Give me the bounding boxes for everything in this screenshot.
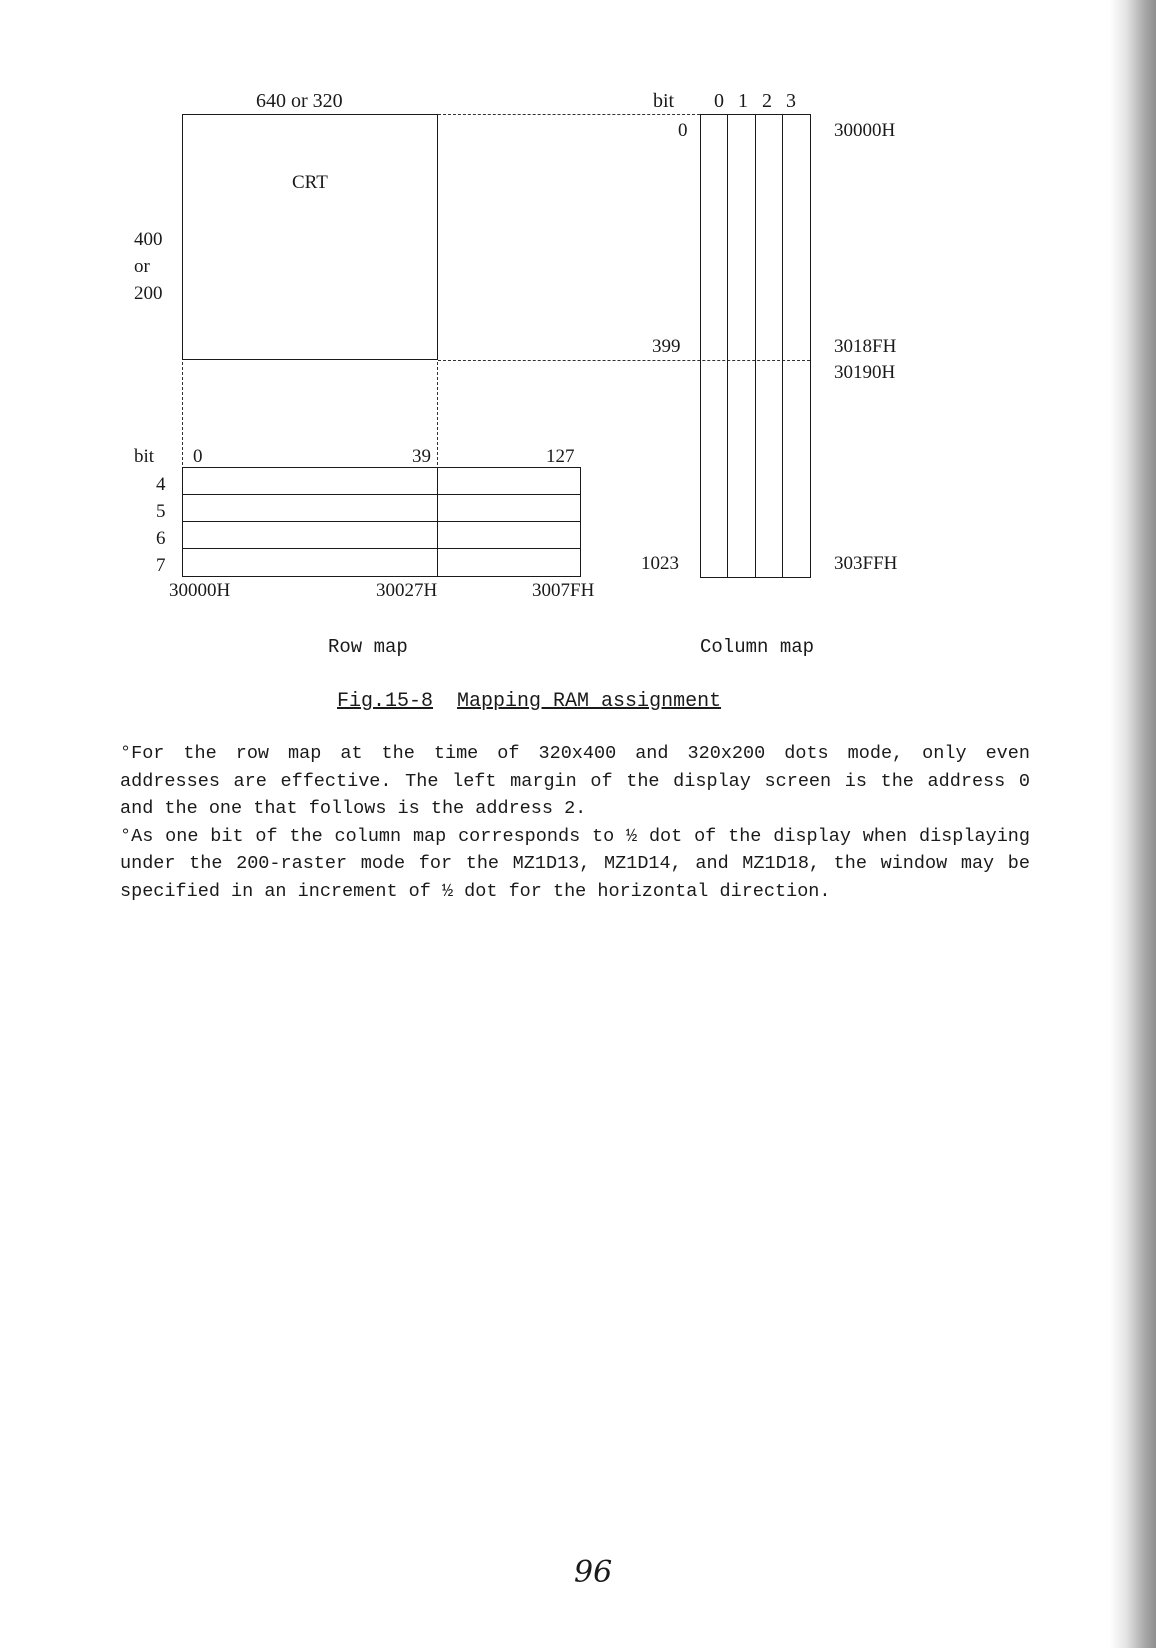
crt-height-label-or: or — [134, 256, 150, 277]
row-map-addr-end: 3007FH — [532, 580, 595, 601]
page-edge-shadow — [1110, 0, 1156, 1648]
note-row-map-even-addresses: °For the row map at the time of 320x400 and 320x200 dots mode, only even addresses are effective. The left margin of the display screen is the address 0 and the one that follows is the address 2. — [120, 743, 1030, 819]
dashed-top-connector — [438, 114, 700, 115]
figure-caption — [337, 690, 721, 713]
column-map-addr-400: 30190H — [834, 362, 896, 383]
dashed-right-drop — [437, 362, 438, 470]
column-map-bit-label: bit — [653, 90, 675, 112]
dashed-left-drop — [182, 362, 183, 470]
column-map-bit-3: 3 — [786, 90, 796, 112]
row-map-bit-7: 7 — [156, 555, 166, 576]
column-map-bit-2: 2 — [762, 90, 772, 112]
column-map-row-399: 399 — [652, 336, 681, 357]
column-map-row-0: 0 — [678, 120, 688, 141]
caption-title: Mapping RAM assignment — [457, 690, 722, 713]
crt-screen-box — [182, 114, 438, 360]
row-map-bit-5: 5 — [156, 501, 166, 522]
crt-label: CRT — [292, 172, 328, 193]
row-map-line-2 — [182, 521, 581, 522]
column-map-row-1023: 1023 — [641, 553, 679, 574]
crt-width-label: 640 or 320 — [256, 90, 343, 112]
column-map-title: Column map — [700, 636, 815, 658]
caption-prefix: Fig.15-8 — [337, 690, 434, 713]
column-map-bit-0: 0 — [714, 90, 724, 112]
row-map-col-127: 127 — [546, 446, 575, 467]
column-map-divider-2 — [755, 114, 756, 578]
note-column-map-half-dot: °As one bit of the column map corresponds to ½ dot of the display when displaying under the 200-raster mode for the MZ1D13, MZ1D14, and MZ1D18, the window may be specified in an increment of ½ dot for the horizontal direction. — [120, 825, 1030, 902]
page-number: 96 — [574, 1555, 613, 1590]
row-map-col-0: 0 — [193, 446, 203, 467]
crt-height-label-200: 200 — [134, 283, 163, 304]
row-map-addr-start: 30000H — [169, 580, 231, 601]
column-map-bit-1: 1 — [738, 90, 748, 112]
column-map-divider-3 — [782, 114, 783, 578]
row-map-bit-label: bit — [134, 446, 155, 467]
row-map-addr-mid: 30027H — [376, 580, 438, 601]
row-map-bit-4: 4 — [156, 474, 166, 495]
row-map-grid — [182, 467, 581, 577]
column-map-addr-399: 3018FH — [834, 336, 897, 357]
column-map-addr-bottom: 303FFH — [834, 553, 898, 574]
row-map-line-1 — [182, 494, 581, 495]
notes-block — [120, 740, 1030, 905]
row-map-divider-39 — [437, 467, 438, 577]
row-map-bit-6: 6 — [156, 528, 166, 549]
row-map-col-39: 39 — [412, 446, 431, 467]
row-map-title: Row map — [328, 636, 408, 658]
column-map-divider-1 — [727, 114, 728, 578]
column-map-addr-top: 30000H — [834, 120, 896, 141]
crt-height-label-400: 400 — [134, 229, 163, 250]
row-map-line-3 — [182, 548, 581, 549]
